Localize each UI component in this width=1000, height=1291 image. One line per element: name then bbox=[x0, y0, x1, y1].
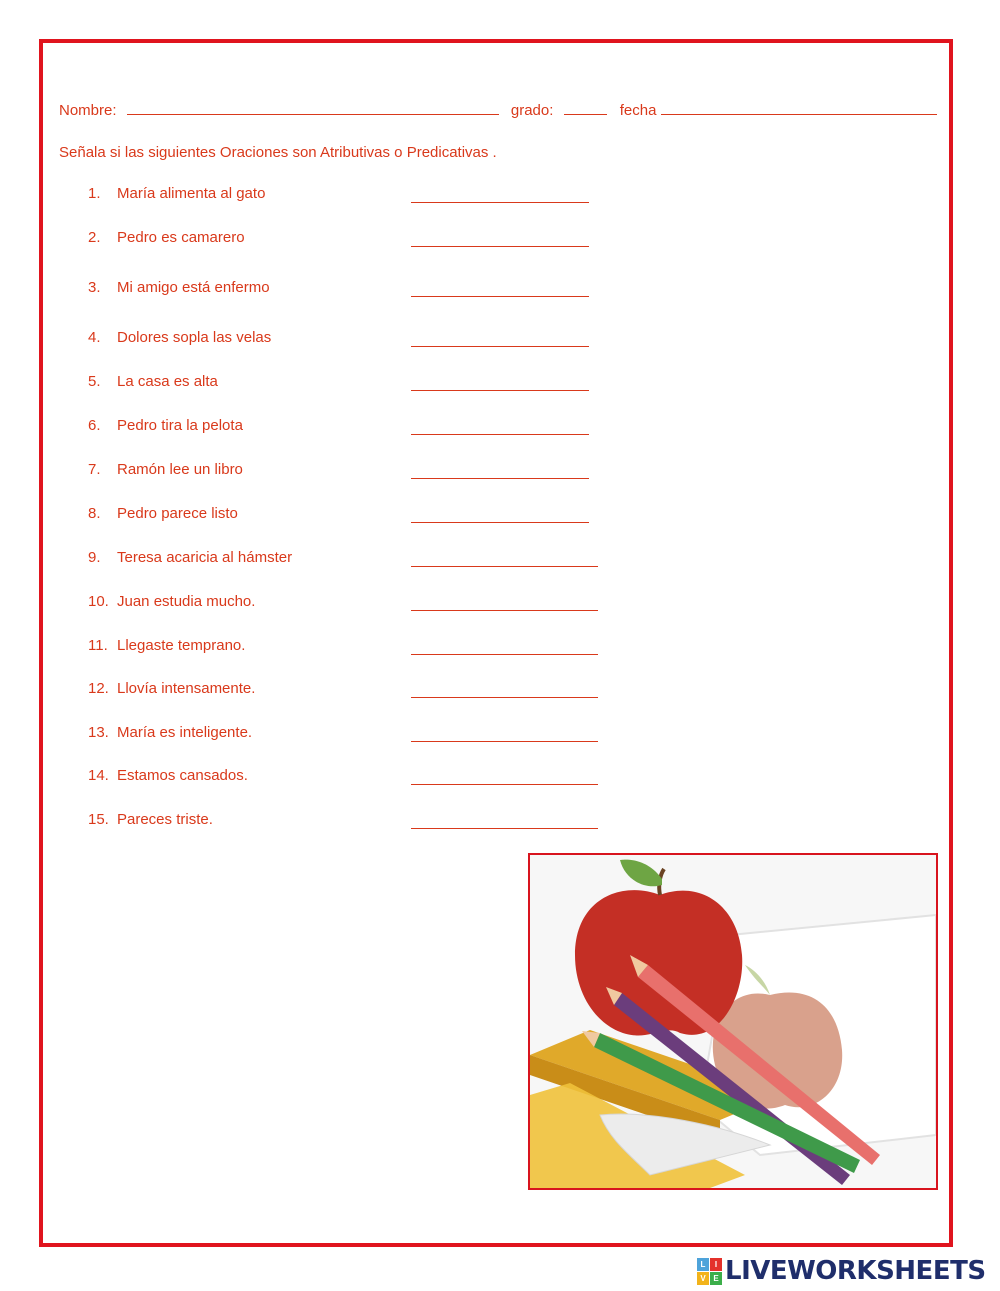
answer-blank[interactable] bbox=[411, 566, 598, 567]
answer-blank[interactable] bbox=[411, 654, 598, 655]
answer-blank[interactable] bbox=[411, 434, 589, 435]
date-label: fecha bbox=[619, 102, 657, 119]
date-field[interactable] bbox=[661, 100, 937, 115]
item-sentence: La casa es alta bbox=[117, 373, 218, 390]
item-number: 4. bbox=[88, 329, 101, 346]
item-sentence: María es inteligente. bbox=[117, 724, 253, 741]
item-number: 11. bbox=[88, 637, 108, 654]
item-sentence: Llovía intensamente. bbox=[117, 680, 256, 697]
answer-blank[interactable] bbox=[411, 784, 598, 785]
live-logo-icon: L I V E bbox=[697, 1258, 721, 1284]
item-number: 2. bbox=[88, 229, 101, 246]
apple-pencils-image bbox=[530, 855, 936, 1188]
item-number: 15. bbox=[88, 811, 109, 828]
answer-blank[interactable] bbox=[411, 522, 589, 523]
item-sentence: Mi amigo está enfermo bbox=[117, 279, 270, 296]
instructions: Señala si las siguientes Oraciones son Atributivas o Predicativas . bbox=[59, 144, 497, 161]
item-sentence: Dolores sopla las velas bbox=[117, 329, 272, 346]
name-field[interactable] bbox=[127, 100, 499, 115]
liveworksheets-logo bbox=[697, 1256, 986, 1286]
answer-blank[interactable] bbox=[411, 741, 598, 742]
grade-field[interactable] bbox=[564, 100, 607, 115]
item-sentence: Llegaste temprano. bbox=[117, 637, 246, 654]
item-sentence: Pedro parece listo bbox=[117, 505, 238, 522]
item-number: 3. bbox=[88, 279, 101, 296]
student-info-header bbox=[59, 100, 937, 119]
item-number: 13. bbox=[88, 724, 109, 741]
answer-blank[interactable] bbox=[411, 478, 589, 479]
item-number: 5. bbox=[88, 373, 101, 390]
item-number: 14. bbox=[88, 767, 109, 784]
answer-blank[interactable] bbox=[411, 610, 598, 611]
item-sentence: María alimenta al gato bbox=[117, 185, 266, 202]
item-sentence: Ramón lee un libro bbox=[117, 461, 243, 478]
item-number: 1. bbox=[88, 185, 101, 202]
name-label: Nombre: bbox=[59, 102, 117, 119]
item-number: 10. bbox=[88, 593, 109, 610]
answer-blank[interactable] bbox=[411, 296, 589, 297]
answer-blank[interactable] bbox=[411, 346, 589, 347]
item-number: 12. bbox=[88, 680, 109, 697]
answer-blank[interactable] bbox=[411, 828, 598, 829]
item-sentence: Estamos cansados. bbox=[117, 767, 248, 784]
brand-name: LIVEWORKSHEETS bbox=[725, 1256, 986, 1286]
item-sentence: Pareces triste. bbox=[117, 811, 213, 828]
item-sentence: Juan estudia mucho. bbox=[117, 593, 256, 610]
item-sentence: Pedro tira la pelota bbox=[117, 417, 243, 434]
answer-blank[interactable] bbox=[411, 697, 598, 698]
answer-blank[interactable] bbox=[411, 246, 589, 247]
answer-blank[interactable] bbox=[411, 390, 589, 391]
item-number: 7. bbox=[88, 461, 101, 478]
answer-blank[interactable] bbox=[411, 202, 589, 203]
grade-label: grado: bbox=[510, 102, 554, 119]
item-number: 9. bbox=[88, 549, 101, 566]
school-supplies-illustration bbox=[528, 853, 938, 1190]
item-number: 6. bbox=[88, 417, 101, 434]
item-sentence: Pedro es camarero bbox=[117, 229, 245, 246]
item-sentence: Teresa acaricia al hámster bbox=[117, 549, 293, 566]
item-number: 8. bbox=[88, 505, 101, 522]
